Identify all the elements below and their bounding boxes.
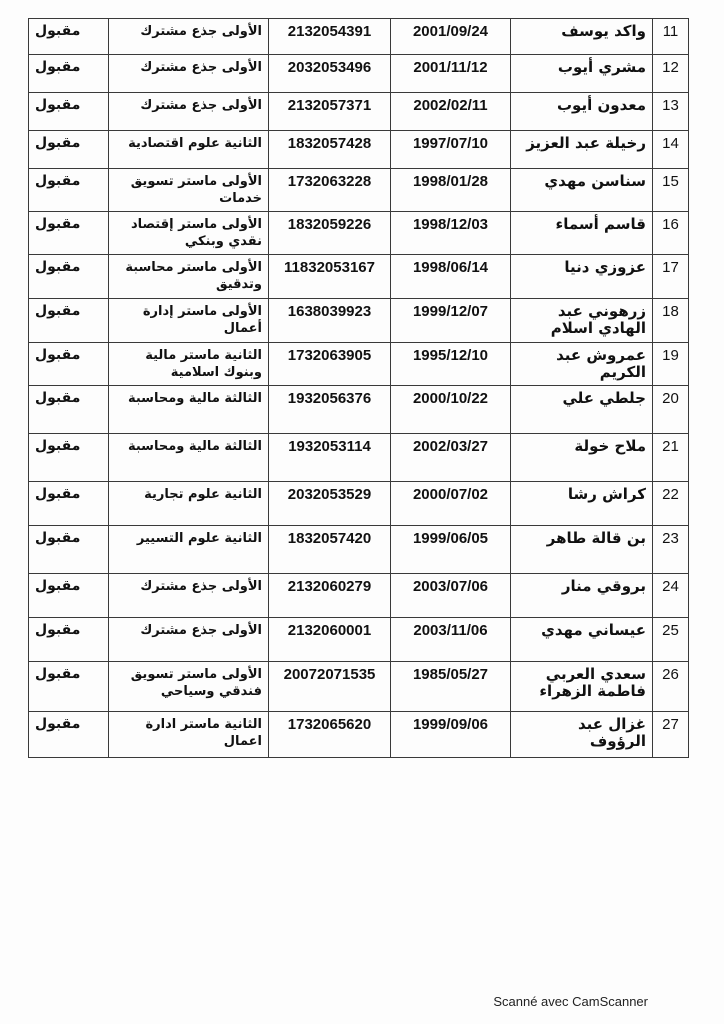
student-name-cell: معدون أيوب bbox=[511, 93, 653, 131]
student-code-cell: 2132054391 bbox=[269, 19, 391, 55]
table-row bbox=[29, 299, 689, 343]
student-name-cell: عيساني مهدي bbox=[511, 618, 653, 662]
student-name-cell: بن قالة طاهر bbox=[511, 526, 653, 574]
student-code-cell: 1732063228 bbox=[269, 169, 391, 212]
table-row bbox=[29, 212, 689, 255]
level-cell: الأولى جذع مشترك bbox=[109, 93, 269, 131]
student-name-cell: جلطي علي bbox=[511, 386, 653, 434]
row-number-cell: 22 bbox=[653, 482, 689, 526]
row-number-cell: 20 bbox=[653, 386, 689, 434]
level-cell: الأولى ماستر تسويق فندقي وسياحي bbox=[109, 662, 269, 712]
birth-date-cell: 1998/01/28 bbox=[391, 169, 511, 212]
student-name-cell: سناسن مهدي bbox=[511, 169, 653, 212]
birth-date-cell: 1998/12/03 bbox=[391, 212, 511, 255]
level-cell: الثالثة مالية ومحاسبة bbox=[109, 386, 269, 434]
level-cell: الأولى ماستر تسويق خدمات bbox=[109, 169, 269, 212]
students-table bbox=[28, 18, 689, 758]
row-number-cell: 23 bbox=[653, 526, 689, 574]
row-number-cell: 11 bbox=[653, 19, 689, 55]
birth-date-cell: 1999/09/06 bbox=[391, 712, 511, 758]
student-code-cell: 1832057428 bbox=[269, 131, 391, 169]
level-cell: الأولى ماستر إدارة أعمال bbox=[109, 299, 269, 343]
status-cell: مقبول bbox=[29, 343, 109, 386]
table-row bbox=[29, 19, 689, 55]
birth-date-cell: 2002/02/11 bbox=[391, 93, 511, 131]
status-cell: مقبول bbox=[29, 526, 109, 574]
level-cell: الثانية علوم اقتصادية bbox=[109, 131, 269, 169]
status-cell: مقبول bbox=[29, 299, 109, 343]
student-name-cell: زرهوني عبد الهادي اسلام bbox=[511, 299, 653, 343]
level-cell: الثانية علوم تجارية bbox=[109, 482, 269, 526]
table-row bbox=[29, 574, 689, 618]
row-number-cell: 18 bbox=[653, 299, 689, 343]
table-row bbox=[29, 482, 689, 526]
row-number-cell: 12 bbox=[653, 55, 689, 93]
row-number-cell: 21 bbox=[653, 434, 689, 482]
student-code-cell: 1832057420 bbox=[269, 526, 391, 574]
birth-date-cell: 2003/07/06 bbox=[391, 574, 511, 618]
table-row bbox=[29, 169, 689, 212]
level-cell: الأولى جذع مشترك bbox=[109, 618, 269, 662]
status-cell: مقبول bbox=[29, 618, 109, 662]
status-cell: مقبول bbox=[29, 55, 109, 93]
table-row bbox=[29, 255, 689, 299]
student-code-cell: 1832059226 bbox=[269, 212, 391, 255]
level-cell: الأولى جذع مشترك bbox=[109, 574, 269, 618]
student-code-cell: 1932053114 bbox=[269, 434, 391, 482]
student-name-cell: مشري أيوب bbox=[511, 55, 653, 93]
student-code-cell: 1932056376 bbox=[269, 386, 391, 434]
level-cell: الأولى جذع مشترك bbox=[109, 19, 269, 55]
row-number-cell: 24 bbox=[653, 574, 689, 618]
birth-date-cell: 1999/06/05 bbox=[391, 526, 511, 574]
birth-date-cell: 1999/12/07 bbox=[391, 299, 511, 343]
student-name-cell: قاسم أسماء bbox=[511, 212, 653, 255]
level-cell: الثانية ماستر ادارة اعمال bbox=[109, 712, 269, 758]
birth-date-cell: 2000/07/02 bbox=[391, 482, 511, 526]
row-number-cell: 14 bbox=[653, 131, 689, 169]
birth-date-cell: 1995/12/10 bbox=[391, 343, 511, 386]
status-cell: مقبول bbox=[29, 482, 109, 526]
birth-date-cell: 2002/03/27 bbox=[391, 434, 511, 482]
student-name-cell: سعدي العربي فاطمة الزهراء bbox=[511, 662, 653, 712]
birth-date-cell: 1997/07/10 bbox=[391, 131, 511, 169]
table-row bbox=[29, 55, 689, 93]
row-number-cell: 26 bbox=[653, 662, 689, 712]
students-table-body bbox=[29, 19, 689, 758]
student-name-cell: كراش رشا bbox=[511, 482, 653, 526]
row-number-cell: 19 bbox=[653, 343, 689, 386]
status-cell: مقبول bbox=[29, 93, 109, 131]
student-name-cell: ملاح خولة bbox=[511, 434, 653, 482]
birth-date-cell: 1998/06/14 bbox=[391, 255, 511, 299]
status-cell: مقبول bbox=[29, 169, 109, 212]
status-cell: مقبول bbox=[29, 662, 109, 712]
level-cell: الأولى ماستر إقتصاد نقدي وبنكي bbox=[109, 212, 269, 255]
table-row bbox=[29, 343, 689, 386]
student-code-cell: 2132060279 bbox=[269, 574, 391, 618]
row-number-cell: 25 bbox=[653, 618, 689, 662]
status-cell: مقبول bbox=[29, 574, 109, 618]
level-cell: الثالثة مالية ومحاسبة bbox=[109, 434, 269, 482]
status-cell: مقبول bbox=[29, 434, 109, 482]
row-number-cell: 13 bbox=[653, 93, 689, 131]
table-row bbox=[29, 662, 689, 712]
row-number-cell: 15 bbox=[653, 169, 689, 212]
status-cell: مقبول bbox=[29, 131, 109, 169]
table-row bbox=[29, 434, 689, 482]
level-cell: الأولى ماستر محاسبة وتدقيق bbox=[109, 255, 269, 299]
table-row bbox=[29, 93, 689, 131]
student-code-cell: 1732063905 bbox=[269, 343, 391, 386]
level-cell: الثانية ماستر مالية وبنوك اسلامية bbox=[109, 343, 269, 386]
camscanner-footer: Scanné avec CamScanner bbox=[493, 994, 648, 1009]
status-cell: مقبول bbox=[29, 386, 109, 434]
student-code-cell: 11832053167 bbox=[269, 255, 391, 299]
table-row bbox=[29, 386, 689, 434]
student-code-cell: 1638039923 bbox=[269, 299, 391, 343]
table-row bbox=[29, 526, 689, 574]
student-code-cell: 2032053496 bbox=[269, 55, 391, 93]
student-code-cell: 1732065620 bbox=[269, 712, 391, 758]
student-code-cell: 2132057371 bbox=[269, 93, 391, 131]
table-row bbox=[29, 618, 689, 662]
student-name-cell: واكد يوسف bbox=[511, 19, 653, 55]
row-number-cell: 17 bbox=[653, 255, 689, 299]
row-number-cell: 16 bbox=[653, 212, 689, 255]
student-code-cell: 2132060001 bbox=[269, 618, 391, 662]
status-cell: مقبول bbox=[29, 712, 109, 758]
birth-date-cell: 2001/11/12 bbox=[391, 55, 511, 93]
status-cell: مقبول bbox=[29, 255, 109, 299]
student-name-cell: غزال عبد الرؤوف bbox=[511, 712, 653, 758]
student-code-cell: 2032053529 bbox=[269, 482, 391, 526]
level-cell: الثانية علوم التسيير bbox=[109, 526, 269, 574]
birth-date-cell: 2001/09/24 bbox=[391, 19, 511, 55]
birth-date-cell: 1985/05/27 bbox=[391, 662, 511, 712]
student-name-cell: بروقي منار bbox=[511, 574, 653, 618]
table-row bbox=[29, 131, 689, 169]
row-number-cell: 27 bbox=[653, 712, 689, 758]
status-cell: مقبول bbox=[29, 19, 109, 55]
student-code-cell: 20072071535 bbox=[269, 662, 391, 712]
status-cell: مقبول bbox=[29, 212, 109, 255]
level-cell: الأولى جذع مشترك bbox=[109, 55, 269, 93]
student-name-cell: رخيلة عبد العزيز bbox=[511, 131, 653, 169]
student-name-cell: عزوزي دنيا bbox=[511, 255, 653, 299]
birth-date-cell: 2000/10/22 bbox=[391, 386, 511, 434]
table-row bbox=[29, 712, 689, 758]
birth-date-cell: 2003/11/06 bbox=[391, 618, 511, 662]
student-name-cell: عمروش عبد الكريم bbox=[511, 343, 653, 386]
